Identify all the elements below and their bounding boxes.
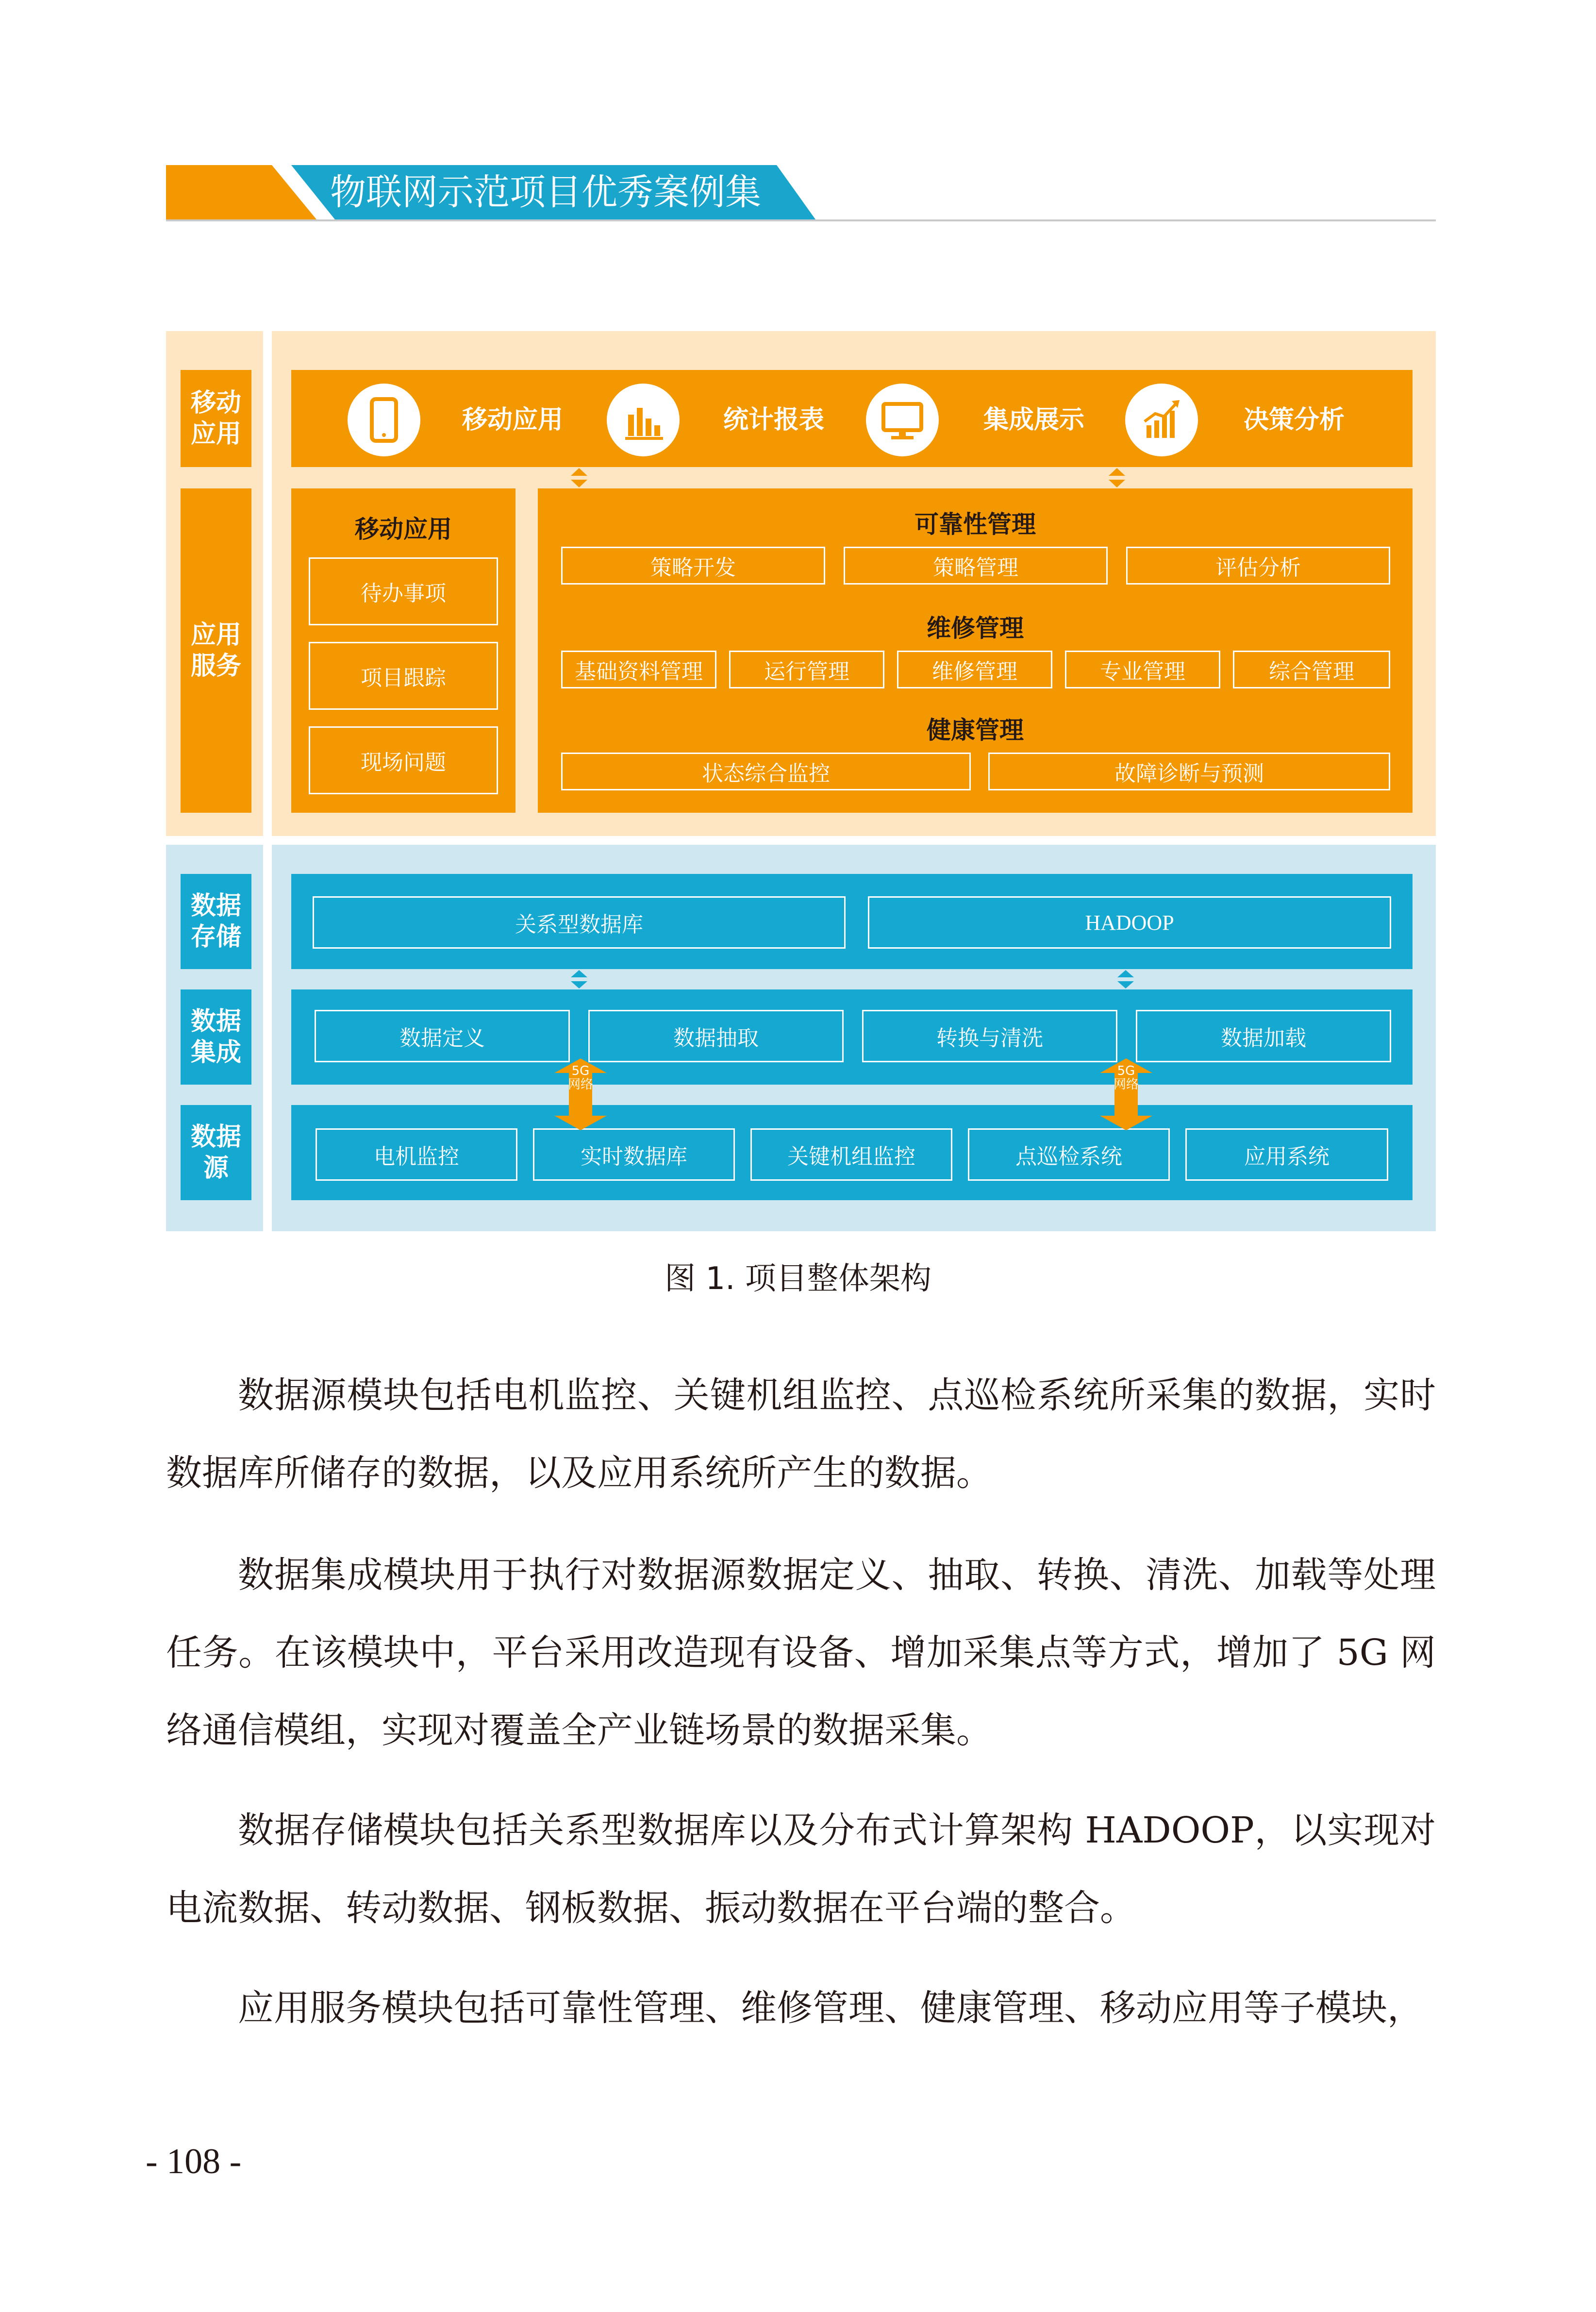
- tablet-icon: [348, 384, 420, 456]
- maintenance-item: 基础资料管理: [561, 651, 716, 688]
- health-item: 状态综合监控: [561, 753, 971, 790]
- integration-item: 数据加载: [1136, 1010, 1391, 1062]
- monitor-icon: [866, 384, 939, 456]
- maintenance-item: 维修管理: [897, 651, 1052, 688]
- mobile-item-todo: 待办事项: [309, 557, 498, 625]
- header-title: 物联网示范项目优秀案例集: [330, 171, 761, 213]
- health-item: 故障诊断与预测: [988, 753, 1390, 790]
- double-arrow-icon: [567, 467, 591, 488]
- growth-chart-icon: [1125, 384, 1198, 456]
- 5g-network-label: 5G 网络: [1113, 1064, 1139, 1092]
- source-item: 点巡检系统: [968, 1128, 1170, 1181]
- top-bar-label-display: 集成展示: [983, 405, 1085, 435]
- double-arrow-icon: [1114, 969, 1138, 989]
- double-arrow-icon: [1105, 467, 1129, 488]
- source-item: 应用系统: [1185, 1128, 1388, 1181]
- 5g-network-label: 5G 网络: [567, 1064, 593, 1092]
- mobile-item-tracking: 项目跟踪: [309, 642, 498, 710]
- top-bar-label-mobile: 移动应用: [462, 405, 564, 435]
- integration-item: 数据抽取: [588, 1010, 844, 1062]
- side-label-source: 数据 源: [181, 1105, 251, 1200]
- mobile-item-issues: 现场问题: [309, 726, 498, 794]
- bar-chart-icon: [607, 384, 680, 456]
- side-label-storage: 数据 存储: [181, 874, 251, 969]
- figure-caption: 图 1. 项目整体架构: [665, 1261, 931, 1297]
- maintenance-title: 维修管理: [927, 614, 1024, 642]
- source-item: 电机监控: [316, 1128, 517, 1181]
- reliability-title: 可靠性管理: [914, 510, 1036, 538]
- integration-item: 数据定义: [315, 1010, 570, 1062]
- body-paragraph: 应用服务模块包括可靠性管理、维修管理、健康管理、移动应用等子模块，: [238, 1987, 1423, 2029]
- side-label-integration: 数据 集成: [181, 989, 251, 1085]
- source-item: 关键机组监控: [750, 1128, 952, 1181]
- top-bar-label-decision: 决策分析: [1244, 405, 1345, 435]
- mobile-panel-title: 移动应用: [355, 515, 452, 543]
- maintenance-item: 综合管理: [1233, 651, 1390, 688]
- double-arrow-icon: [567, 969, 591, 989]
- source-item: 实时数据库: [533, 1128, 735, 1181]
- reliability-item: 策略开发: [561, 547, 825, 585]
- side-label-app-service: 应用 服务: [181, 488, 251, 813]
- top-bar-label-stats: 统计报表: [723, 405, 825, 435]
- maintenance-item: 专业管理: [1065, 651, 1220, 688]
- health-title: 健康管理: [927, 716, 1024, 744]
- side-label-mobile: 移动 应用: [181, 370, 251, 467]
- body-paragraph: 数据集成模块用于执行对数据源数据定义、抽取、转换、清洗、加载等处理任务。在该模块中，平台采用改造现有设备、增加采集点等方式，增加了 5G 网络通信模组，实现对覆盖全产业链场景的数据采集。: [166, 1554, 1436, 1751]
- storage-item-hadoop: HADOOP: [868, 896, 1391, 949]
- reliability-item: 评估分析: [1126, 547, 1390, 585]
- body-paragraph: 数据存储模块包括关系型数据库以及分布式计算架构 HADOOP，以实现对电流数据、转动数据、钢板数据、振动数据在平台端的整合。: [166, 1809, 1436, 1929]
- maintenance-item: 运行管理: [729, 651, 884, 688]
- body-paragraph: 数据源模块包括电机监控、关键机组监控、点巡检系统所采集的数据，实时数据库所储存的数据，以及应用系统所产生的数据。: [166, 1374, 1436, 1494]
- storage-item-relational-db: 关系型数据库: [313, 896, 846, 949]
- integration-item: 转换与清洗: [862, 1010, 1117, 1062]
- page-number: - 108 -: [146, 2142, 242, 2181]
- header-rule: [166, 219, 1436, 221]
- reliability-item: 策略管理: [844, 547, 1108, 585]
